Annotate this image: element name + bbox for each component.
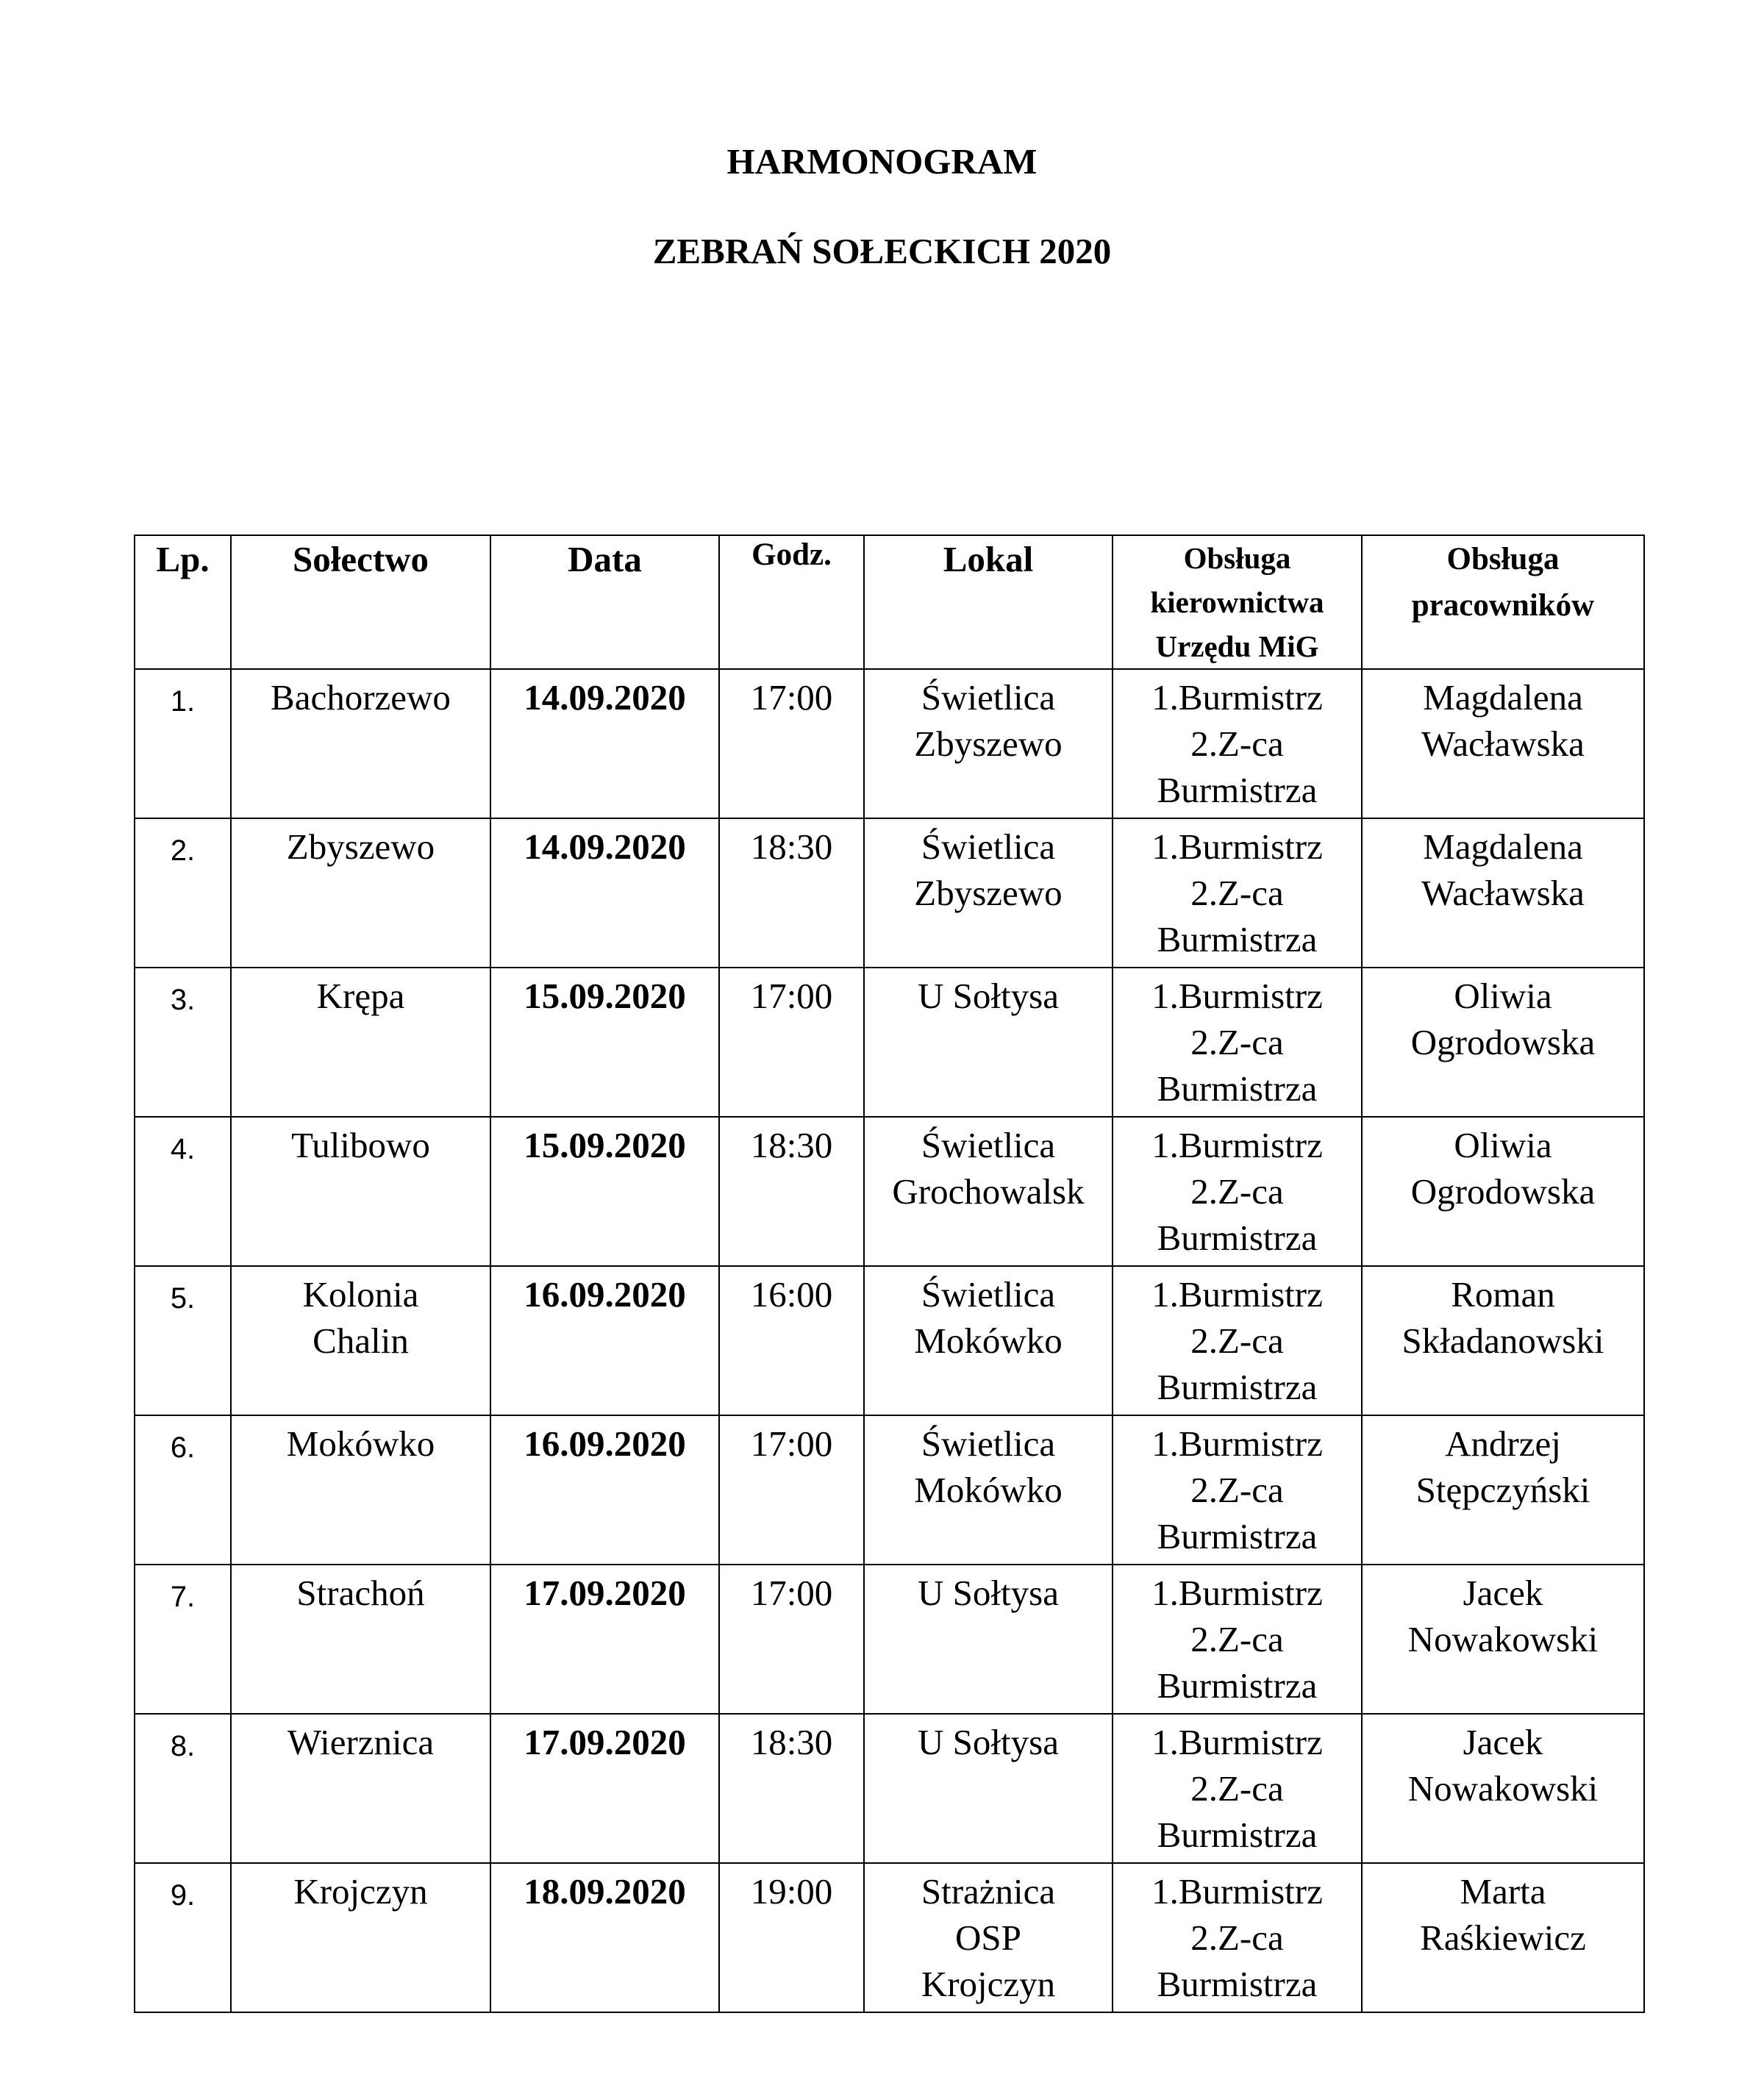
cell-solectwo: Tulibowo: [231, 1117, 490, 1266]
table-body: [135, 669, 1644, 2012]
table-row: [135, 968, 1644, 1117]
cell-data: 17.09.2020: [490, 1714, 719, 1863]
table-row: [135, 1863, 1644, 2012]
cell-lp: 3.: [135, 968, 231, 1117]
cell-godz: 18:30: [719, 818, 864, 968]
cell-data: 17.09.2020: [490, 1565, 719, 1714]
cell-lokal: Świetlica Mokówko: [864, 1415, 1113, 1565]
cell-godz: 18:30: [719, 1117, 864, 1266]
cell-kierownictwo: 1.Burmistrz 2.Z-ca Burmistrza: [1113, 1565, 1362, 1714]
cell-pracownicy: Magdalena Wacławska: [1362, 818, 1644, 968]
cell-godz: 17:00: [719, 1415, 864, 1565]
cell-godz: 16:00: [719, 1266, 864, 1415]
cell-lp: 9.: [135, 1863, 231, 2012]
table-row: [135, 1714, 1644, 1863]
cell-pracownicy: Roman Składanowski: [1362, 1266, 1644, 1415]
cell-solectwo: Bachorzewo: [231, 669, 490, 818]
cell-data: 15.09.2020: [490, 968, 719, 1117]
cell-godz: 17:00: [719, 1565, 864, 1714]
cell-data: 14.09.2020: [490, 669, 719, 818]
header-lp: Lp.: [135, 535, 231, 669]
document-title: HARMONOGRAM: [726, 141, 1038, 182]
cell-godz: 19:00: [719, 1863, 864, 2012]
cell-data: 15.09.2020: [490, 1117, 719, 1266]
cell-data: 16.09.2020: [490, 1266, 719, 1415]
cell-solectwo: Strachoń: [231, 1565, 490, 1714]
header-solectwo: Sołectwo: [231, 535, 490, 669]
cell-solectwo: Mokówko: [231, 1415, 490, 1565]
cell-lp: 8.: [135, 1714, 231, 1863]
cell-kierownictwo: 1.Burmistrz 2.Z-ca Burmistrza: [1113, 968, 1362, 1117]
cell-data: 16.09.2020: [490, 1415, 719, 1565]
header-godz: Godz.: [719, 535, 864, 669]
cell-pracownicy: Jacek Nowakowski: [1362, 1565, 1644, 1714]
cell-lokal: U Sołtysa: [864, 968, 1113, 1117]
cell-godz: 17:00: [719, 968, 864, 1117]
cell-godz: 18:30: [719, 1714, 864, 1863]
table-row: [135, 669, 1644, 818]
cell-lokal: Strażnica OSP Krojczyn: [864, 1863, 1113, 2012]
cell-lp: 2.: [135, 818, 231, 968]
cell-pracownicy: Andrzej Stępczyński: [1362, 1415, 1644, 1565]
table-row: [135, 1266, 1644, 1415]
cell-data: 14.09.2020: [490, 818, 719, 968]
table-row: [135, 1415, 1644, 1565]
cell-lokal: U Sołtysa: [864, 1714, 1113, 1863]
cell-lokal: Świetlica Mokówko: [864, 1266, 1113, 1415]
cell-solectwo: Krojczyn: [231, 1863, 490, 2012]
table-row: [135, 1565, 1644, 1714]
cell-lp: 4.: [135, 1117, 231, 1266]
table-row: [135, 818, 1644, 968]
cell-lokal: Świetlica Grochowalsk: [864, 1117, 1113, 1266]
cell-pracownicy: Marta Raśkiewicz: [1362, 1863, 1644, 2012]
cell-lp: 7.: [135, 1565, 231, 1714]
cell-kierownictwo: 1.Burmistrz 2.Z-ca Burmistrza: [1113, 1714, 1362, 1863]
cell-lokal: U Sołtysa: [864, 1565, 1113, 1714]
cell-solectwo: Zbyszewo: [231, 818, 490, 968]
cell-kierownictwo: 1.Burmistrz 2.Z-ca Burmistrza: [1113, 1863, 1362, 2012]
cell-pracownicy: Oliwia Ogrodowska: [1362, 1117, 1644, 1266]
cell-solectwo: Wierznica: [231, 1714, 490, 1863]
cell-lokal: Świetlica Zbyszewo: [864, 818, 1113, 968]
table-row: [135, 1117, 1644, 1266]
table-header-row: [135, 535, 1644, 669]
header-pracownicy: Obsługa pracowników: [1362, 535, 1644, 669]
cell-kierownictwo: 1.Burmistrz 2.Z-ca Burmistrza: [1113, 1415, 1362, 1565]
cell-godz: 17:00: [719, 669, 864, 818]
cell-solectwo: Kolonia Chalin: [231, 1266, 490, 1415]
cell-data: 18.09.2020: [490, 1863, 719, 2012]
cell-lp: 6.: [135, 1415, 231, 1565]
header-data: Data: [490, 535, 719, 669]
cell-pracownicy: Jacek Nowakowski: [1362, 1714, 1644, 1863]
document-subtitle: ZEBRAŃ SOŁECKICH 2020: [652, 231, 1112, 271]
cell-lp: 5.: [135, 1266, 231, 1415]
cell-kierownictwo: 1.Burmistrz 2.Z-ca Burmistrza: [1113, 1266, 1362, 1415]
cell-kierownictwo: 1.Burmistrz 2.Z-ca Burmistrza: [1113, 669, 1362, 818]
cell-lp: 1.: [135, 669, 231, 818]
cell-kierownictwo: 1.Burmistrz 2.Z-ca Burmistrza: [1113, 1117, 1362, 1266]
cell-kierownictwo: 1.Burmistrz 2.Z-ca Burmistrza: [1113, 818, 1362, 968]
cell-lokal: Świetlica Zbyszewo: [864, 669, 1113, 818]
cell-pracownicy: Magdalena Wacławska: [1362, 669, 1644, 818]
cell-pracownicy: Oliwia Ogrodowska: [1362, 968, 1644, 1117]
schedule-table: [134, 535, 1645, 2013]
header-kierownictwo: Obsługa kierownictwa Urzędu MiG: [1113, 535, 1362, 669]
cell-solectwo: Krępa: [231, 968, 490, 1117]
header-lokal: Lokal: [864, 535, 1113, 669]
